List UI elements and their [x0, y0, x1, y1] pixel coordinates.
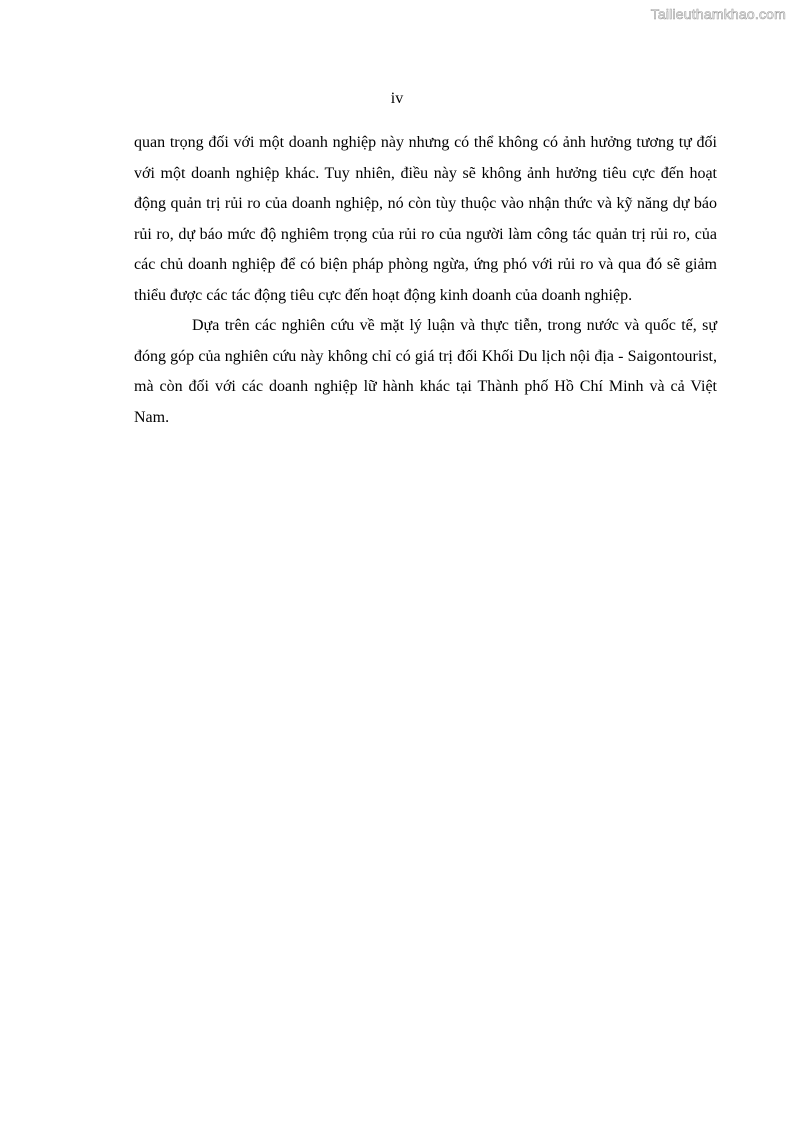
page-number: iv	[390, 90, 404, 107]
paragraph: Dựa trên các nghiên cứu về mặt lý luận và thực tiễn, trong nước và quốc tế, sự đóng góp của nghiên cứu này không chỉ có giá trị đối Khối Du lịch nội địa - Saigontourist, mà còn đối với các doanh nghiệp lữ hành khác tại Thành phố Hồ Chí Minh và cả Việt Nam.	[134, 317, 717, 426]
watermark: Tailieuthamkhao.com	[650, 6, 786, 22]
paragraph-continuation: quan trọng đối với một doanh nghiệp này nhưng có thể không có ảnh hưởng tương tự đối với một doanh nghiệp khác. Tuy nhiên, điều này sẽ không ảnh hưởng tiêu cực đến hoạt động quản trị rủi ro của doanh nghiệp, nó còn tùy thuộc vào nhận thức và kỹ năng dự báo rủi ro, dự báo mức độ nghiêm trọng của rủi ro của người làm công tác quản trị rủi ro, của các chủ doanh nghiệp để có biện pháp phòng ngừa, ứng phó với rủi ro và qua đó sẽ giảm thiểu được các tác động tiêu cực đến hoạt động kinh doanh của doanh nghiệp.	[134, 134, 717, 304]
document-body	[134, 128, 717, 433]
